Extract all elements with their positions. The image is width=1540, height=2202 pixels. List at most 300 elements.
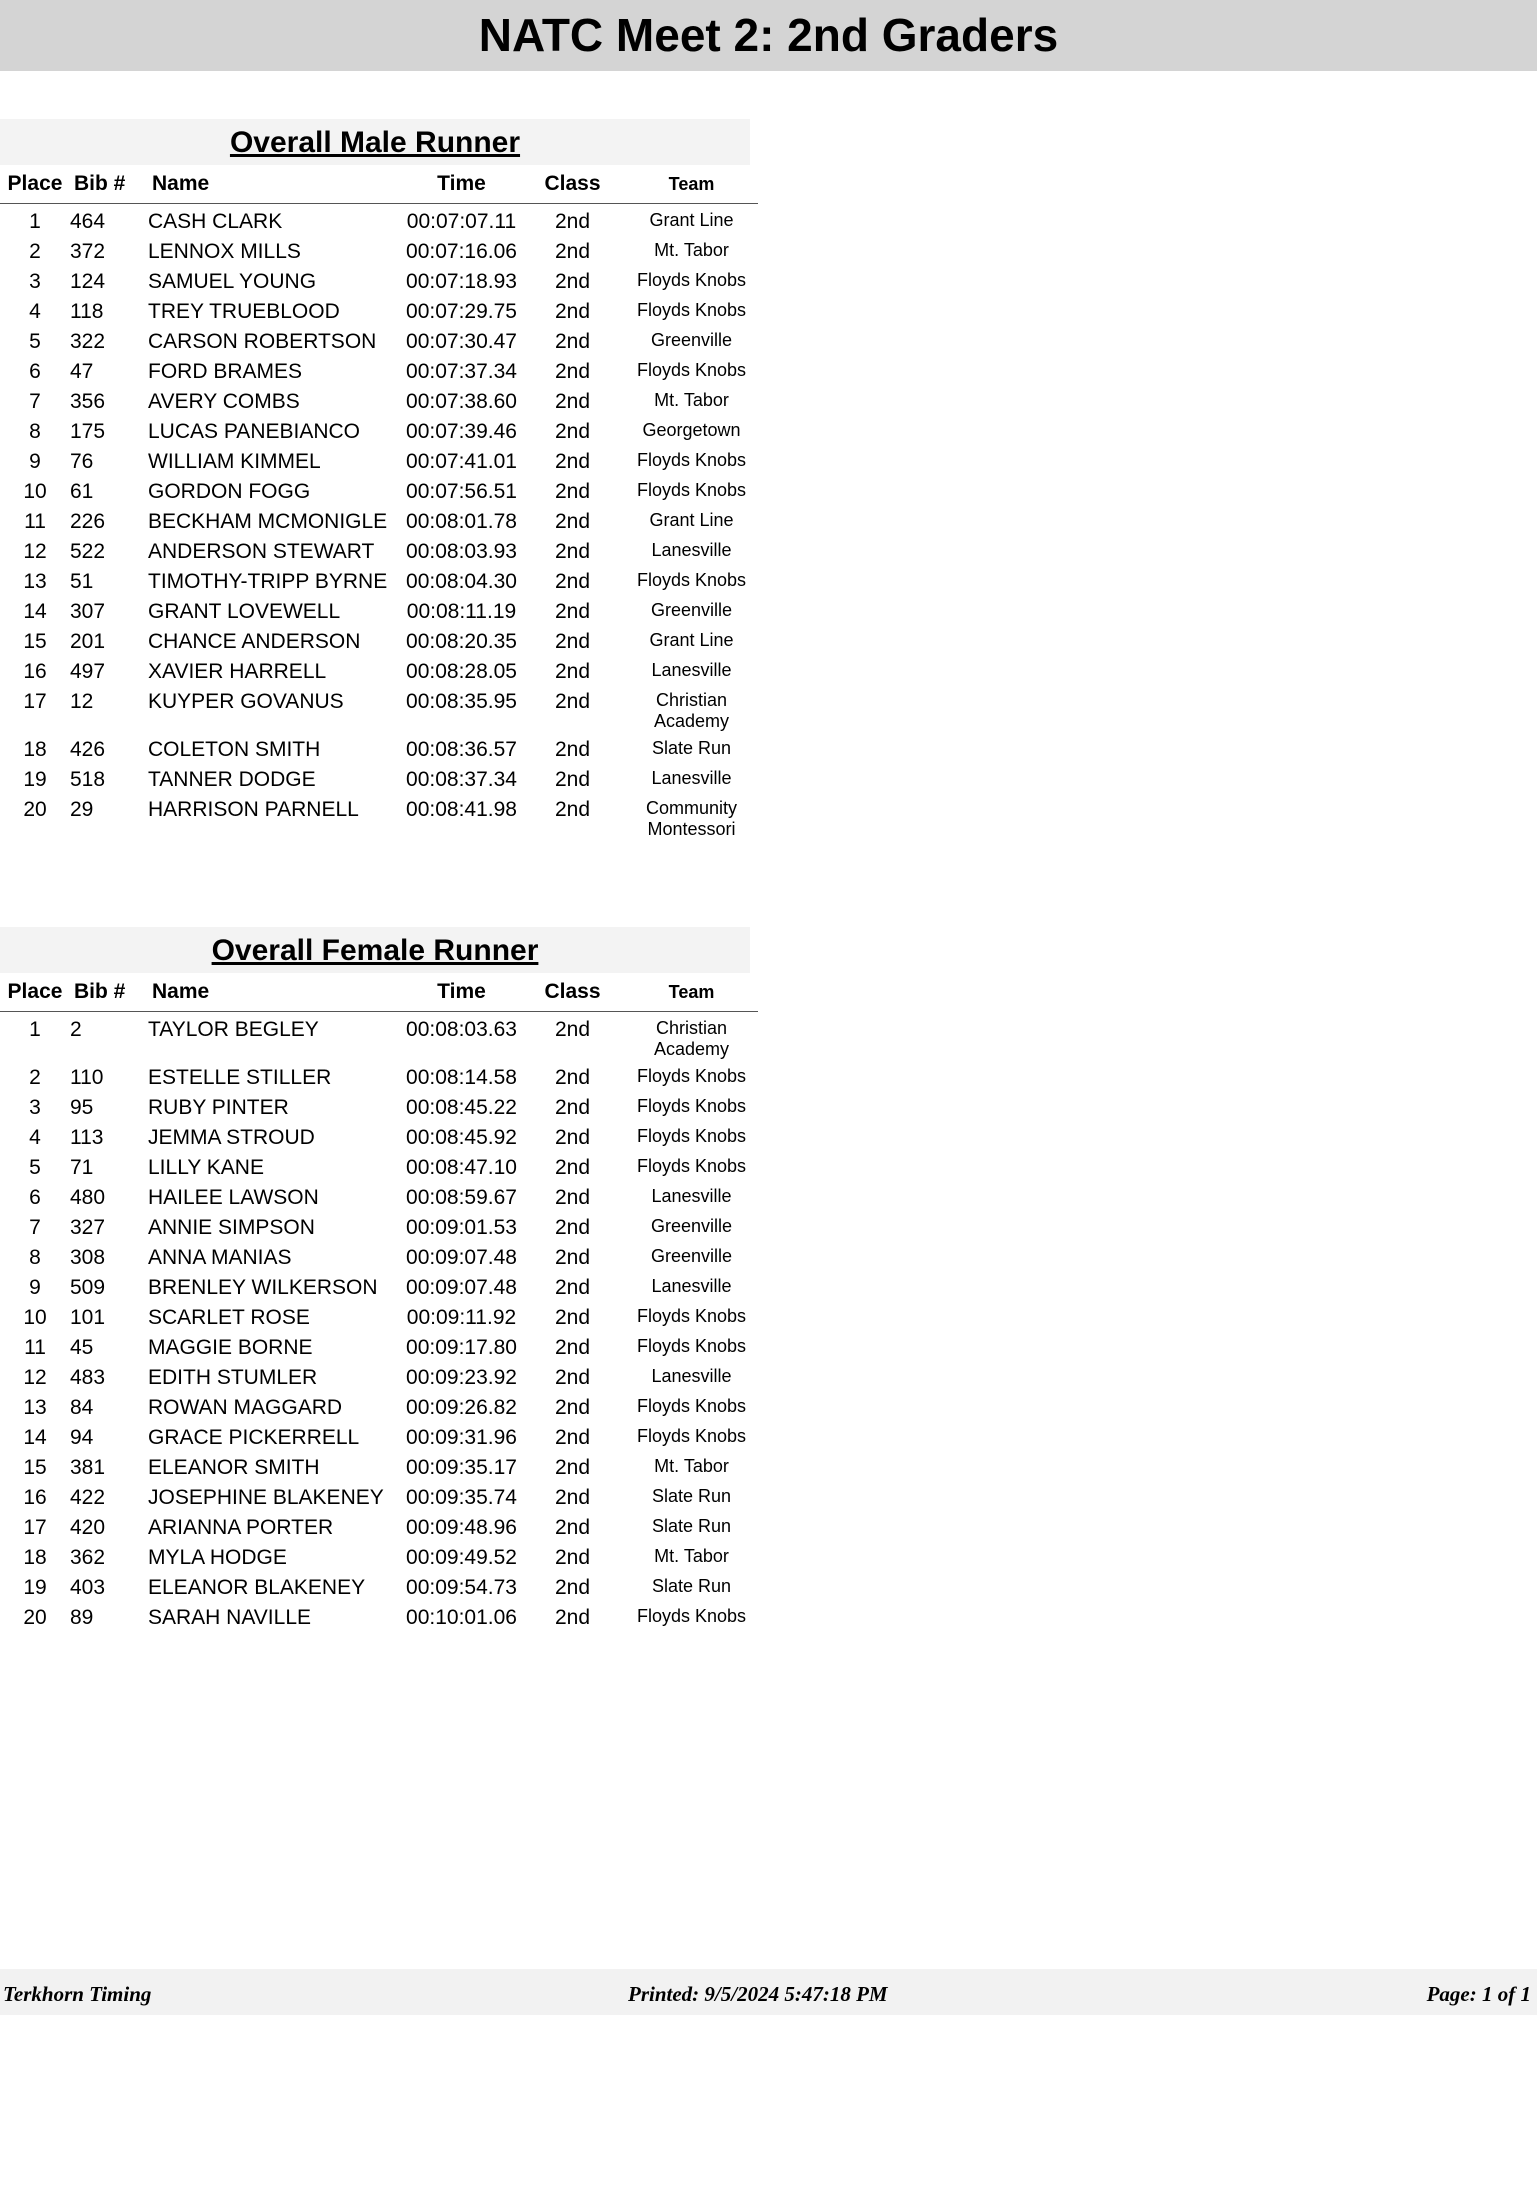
cell-team: Grant Line xyxy=(649,630,734,650)
cell-bib: 426 xyxy=(70,738,106,761)
cell-bib: 118 xyxy=(70,300,104,323)
cell-name: LILLY KANE xyxy=(148,1156,264,1179)
cell-name: WILLIAM KIMMEL xyxy=(148,450,321,473)
table-row xyxy=(0,1576,758,1606)
cell-time: 00:08:03.63 xyxy=(406,1018,517,1041)
col-header-name: Name xyxy=(152,980,210,1003)
cell-team: Floyds Knobs xyxy=(636,1606,747,1626)
cell-bib: 76 xyxy=(70,450,94,473)
footer-printed-date: Printed: 9/5/2024 5:47:18 PM xyxy=(628,1982,888,2006)
cell-time: 00:09:54.73 xyxy=(406,1576,517,1599)
cell-class: 2nd xyxy=(554,390,591,413)
cell-place: 5 xyxy=(29,1156,41,1179)
cell-team: Grant Line xyxy=(649,210,734,230)
cell-place: 20 xyxy=(23,1606,47,1629)
cell-team: Slate Run xyxy=(651,1486,732,1506)
table-row xyxy=(0,330,758,360)
cell-team: Community Montessori xyxy=(645,798,738,839)
cell-place: 2 xyxy=(29,1066,41,1089)
cell-time: 00:08:28.05 xyxy=(406,660,517,683)
cell-place: 19 xyxy=(23,768,47,791)
cell-class: 2nd xyxy=(554,1018,591,1041)
cell-bib: 464 xyxy=(70,210,106,233)
cell-time: 00:09:49.52 xyxy=(406,1546,517,1569)
cell-bib: 61 xyxy=(70,480,94,503)
cell-name: ESTELLE STILLER xyxy=(148,1066,332,1089)
cell-team: Floyds Knobs xyxy=(636,1066,747,1086)
cell-time: 00:07:38.60 xyxy=(406,390,517,413)
cell-time: 00:08:59.67 xyxy=(406,1186,517,1209)
cell-team: Floyds Knobs xyxy=(636,270,747,290)
cell-name: CHANCE ANDERSON xyxy=(148,630,361,653)
cell-name: SAMUEL YOUNG xyxy=(148,270,317,293)
cell-time: 00:08:37.34 xyxy=(406,768,517,791)
cell-class: 2nd xyxy=(554,420,591,443)
cell-time: 00:07:41.01 xyxy=(406,450,517,473)
cell-class: 2nd xyxy=(554,1606,591,1629)
cell-place: 6 xyxy=(29,1186,41,1209)
cell-team: Floyds Knobs xyxy=(636,1156,747,1176)
cell-name: LUCAS PANEBIANCO xyxy=(148,420,360,443)
cell-class: 2nd xyxy=(554,450,591,473)
cell-time: 00:09:11.92 xyxy=(406,1306,517,1329)
cell-name: JOSEPHINE BLAKENEY xyxy=(148,1486,384,1509)
cell-class: 2nd xyxy=(554,210,591,233)
cell-time: 00:07:37.34 xyxy=(406,360,517,383)
cell-bib: 381 xyxy=(70,1456,106,1479)
cell-place: 6 xyxy=(29,360,41,383)
cell-place: 12 xyxy=(23,540,47,563)
cell-time: 00:07:07.11 xyxy=(406,210,517,233)
cell-time: 00:08:36.57 xyxy=(406,738,517,761)
table-row xyxy=(0,420,758,450)
cell-time: 00:08:45.22 xyxy=(406,1096,517,1119)
cell-class: 2nd xyxy=(554,1276,591,1299)
table-row xyxy=(0,690,758,738)
cell-time: 00:09:07.48 xyxy=(406,1246,517,1269)
female-results-section xyxy=(0,927,750,1636)
table-header-row xyxy=(0,973,758,1012)
table-row xyxy=(0,660,758,690)
col-header-team: Team xyxy=(668,981,715,1002)
cell-class: 2nd xyxy=(554,240,591,263)
cell-name: GORDON FOGG xyxy=(148,480,311,503)
cell-name: ANDERSON STEWART xyxy=(148,540,375,563)
table-row xyxy=(0,1336,758,1366)
cell-name: ELEANOR SMITH xyxy=(148,1456,320,1479)
cell-bib: 29 xyxy=(70,798,94,821)
cell-place: 14 xyxy=(23,600,47,623)
cell-team: Greenville xyxy=(650,1216,733,1236)
cell-time: 00:07:30.47 xyxy=(406,330,517,353)
table-row xyxy=(0,240,758,270)
cell-class: 2nd xyxy=(554,1126,591,1149)
cell-time: 00:08:41.98 xyxy=(406,798,517,821)
cell-name: BECKHAM MCMONIGLE xyxy=(148,510,388,533)
male-results-section xyxy=(0,119,750,846)
cell-name: KUYPER GOVANUS xyxy=(148,690,344,713)
cell-name: MAGGIE BORNE xyxy=(148,1336,313,1359)
cell-place: 20 xyxy=(23,798,47,821)
cell-time: 00:09:23.92 xyxy=(406,1366,517,1389)
cell-team: Slate Run xyxy=(651,738,732,758)
cell-name: ANNIE SIMPSON xyxy=(148,1216,315,1239)
table-row xyxy=(0,1426,758,1456)
cell-name: LENNOX MILLS xyxy=(148,240,301,263)
table-row xyxy=(0,1276,758,1306)
table-row xyxy=(0,390,758,420)
cell-name: JEMMA STROUD xyxy=(148,1126,315,1149)
table-row xyxy=(0,1606,758,1636)
cell-time: 00:09:48.96 xyxy=(406,1516,517,1539)
table-row xyxy=(0,768,758,798)
cell-bib: 403 xyxy=(70,1576,106,1599)
cell-bib: 308 xyxy=(70,1246,106,1269)
table-row xyxy=(0,1456,758,1486)
cell-time: 00:09:35.17 xyxy=(406,1456,517,1479)
cell-team: Floyds Knobs xyxy=(636,360,747,380)
cell-name: TAYLOR BEGLEY xyxy=(148,1018,319,1041)
cell-name: RUBY PINTER xyxy=(148,1096,289,1119)
table-row xyxy=(0,570,758,600)
cell-place: 14 xyxy=(23,1426,47,1449)
cell-team: Slate Run xyxy=(651,1576,732,1596)
cell-time: 00:09:07.48 xyxy=(406,1276,517,1299)
cell-bib: 372 xyxy=(70,240,106,263)
cell-team: Floyds Knobs xyxy=(636,450,747,470)
results-table xyxy=(0,165,758,846)
cell-team: Greenville xyxy=(650,1246,733,1266)
cell-class: 2nd xyxy=(554,738,591,761)
cell-bib: 497 xyxy=(70,660,106,683)
col-header-class: Class xyxy=(544,172,601,195)
cell-name: AVERY COMBS xyxy=(148,390,300,413)
table-row xyxy=(0,1012,758,1067)
table-row xyxy=(0,1186,758,1216)
table-row xyxy=(0,1486,758,1516)
cell-name: ANNA MANIAS xyxy=(148,1246,292,1269)
cell-class: 2nd xyxy=(554,360,591,383)
cell-class: 2nd xyxy=(554,1516,591,1539)
cell-name: ROWAN MAGGARD xyxy=(148,1396,343,1419)
cell-team: Lanesville xyxy=(651,1366,732,1386)
cell-place: 1 xyxy=(29,1018,41,1041)
cell-name: GRANT LOVEWELL xyxy=(148,600,341,623)
cell-bib: 483 xyxy=(70,1366,106,1389)
cell-team: Mt. Tabor xyxy=(654,1546,729,1566)
cell-place: 8 xyxy=(29,420,41,443)
cell-class: 2nd xyxy=(554,1456,591,1479)
cell-name: HARRISON PARNELL xyxy=(148,798,359,821)
cell-bib: 47 xyxy=(70,360,94,383)
cell-team: Mt. Tabor xyxy=(654,240,729,260)
cell-bib: 518 xyxy=(70,768,106,791)
cell-place: 17 xyxy=(23,690,47,713)
table-row xyxy=(0,480,758,510)
cell-bib: 45 xyxy=(70,1336,94,1359)
cell-bib: 362 xyxy=(70,1546,106,1569)
col-header-bib: Bib # xyxy=(74,172,126,195)
cell-time: 00:08:11.19 xyxy=(406,600,517,623)
cell-bib: 322 xyxy=(70,330,106,353)
cell-name: ARIANNA PORTER xyxy=(148,1516,334,1539)
cell-team: Lanesville xyxy=(651,1186,732,1206)
cell-place: 8 xyxy=(29,1246,41,1269)
cell-name: TREY TRUEBLOOD xyxy=(148,300,340,323)
cell-time: 00:07:18.93 xyxy=(406,270,517,293)
cell-place: 3 xyxy=(29,1096,41,1119)
cell-place: 16 xyxy=(23,1486,47,1509)
results-body xyxy=(0,204,758,847)
cell-name: TIMOTHY-TRIPP BYRNE xyxy=(148,570,388,593)
table-row xyxy=(0,798,758,846)
cell-name: CARSON ROBERTSON xyxy=(148,330,377,353)
cell-place: 4 xyxy=(29,300,41,323)
table-row xyxy=(0,1396,758,1426)
cell-team: Christian Academy xyxy=(653,1018,730,1059)
cell-class: 2nd xyxy=(554,1066,591,1089)
cell-name: GRACE PICKERRELL xyxy=(148,1426,360,1449)
cell-place: 9 xyxy=(29,1276,41,1299)
cell-place: 13 xyxy=(23,1396,47,1419)
cell-place: 19 xyxy=(23,1576,47,1599)
cell-team: Slate Run xyxy=(651,1516,732,1536)
cell-name: TANNER DODGE xyxy=(148,768,316,791)
section-heading: Overall Female Runner xyxy=(0,927,750,973)
table-row xyxy=(0,540,758,570)
cell-time: 00:08:47.10 xyxy=(406,1156,517,1179)
cell-time: 00:07:16.06 xyxy=(406,240,517,263)
cell-class: 2nd xyxy=(554,1546,591,1569)
cell-name: SARAH NAVILLE xyxy=(148,1606,312,1629)
cell-team: Floyds Knobs xyxy=(636,570,747,590)
page-title: NATC Meet 2: 2nd Graders xyxy=(0,0,1537,71)
cell-team: Floyds Knobs xyxy=(636,480,747,500)
cell-bib: 113 xyxy=(70,1126,104,1149)
cell-bib: 89 xyxy=(70,1606,94,1629)
cell-team: Floyds Knobs xyxy=(636,1336,747,1356)
cell-bib: 84 xyxy=(70,1396,94,1419)
cell-name: FORD BRAMES xyxy=(148,360,303,383)
table-row xyxy=(0,510,758,540)
table-header-row xyxy=(0,165,758,204)
cell-time: 00:09:26.82 xyxy=(406,1396,517,1419)
cell-bib: 94 xyxy=(70,1426,94,1449)
cell-place: 11 xyxy=(24,1336,46,1359)
cell-class: 2nd xyxy=(554,1396,591,1419)
cell-time: 00:07:39.46 xyxy=(406,420,517,443)
cell-bib: 110 xyxy=(70,1066,104,1089)
cell-place: 1 xyxy=(29,210,41,233)
results-body xyxy=(0,1012,758,1637)
col-header-time: Time xyxy=(437,980,486,1003)
footer-company: Terkhorn Timing xyxy=(3,1982,152,2006)
cell-time: 00:09:17.80 xyxy=(406,1336,517,1359)
cell-team: Christian Academy xyxy=(653,690,730,731)
cell-time: 00:08:45.92 xyxy=(406,1126,517,1149)
cell-team: Floyds Knobs xyxy=(636,300,747,320)
cell-team: Floyds Knobs xyxy=(636,1396,747,1416)
table-row xyxy=(0,1516,758,1546)
cell-bib: 175 xyxy=(70,420,106,443)
cell-name: BRENLEY WILKERSON xyxy=(148,1276,378,1299)
table-row xyxy=(0,738,758,768)
cell-bib: 201 xyxy=(70,630,106,653)
cell-class: 2nd xyxy=(554,1186,591,1209)
table-row xyxy=(0,1126,758,1156)
section-heading: Overall Male Runner xyxy=(0,119,750,165)
cell-time: 00:09:01.53 xyxy=(406,1216,517,1239)
table-row xyxy=(0,1216,758,1246)
cell-place: 5 xyxy=(29,330,41,353)
cell-team: Floyds Knobs xyxy=(636,1096,747,1116)
cell-time: 00:10:01.06 xyxy=(406,1606,517,1629)
table-row xyxy=(0,1546,758,1576)
cell-place: 18 xyxy=(23,1546,47,1569)
cell-bib: 71 xyxy=(70,1156,94,1179)
cell-team: Floyds Knobs xyxy=(636,1306,747,1326)
cell-place: 16 xyxy=(23,660,47,683)
cell-class: 2nd xyxy=(554,690,591,713)
cell-name: CASH CLARK xyxy=(148,210,283,233)
page-footer xyxy=(0,1969,1537,2015)
cell-team: Lanesville xyxy=(651,660,732,680)
cell-name: EDITH STUMLER xyxy=(148,1366,318,1389)
table-row xyxy=(0,1156,758,1186)
cell-place: 17 xyxy=(23,1516,47,1539)
cell-class: 2nd xyxy=(554,1366,591,1389)
cell-name: COLETON SMITH xyxy=(148,738,321,761)
cell-place: 7 xyxy=(29,390,41,413)
cell-team: Greenville xyxy=(650,330,733,350)
table-row xyxy=(0,300,758,330)
col-header-place: Place xyxy=(7,172,63,195)
cell-team: Mt. Tabor xyxy=(654,390,729,410)
cell-place: 15 xyxy=(23,1456,47,1479)
cell-class: 2nd xyxy=(554,300,591,323)
table-row xyxy=(0,270,758,300)
cell-class: 2nd xyxy=(554,1096,591,1119)
cell-class: 2nd xyxy=(554,330,591,353)
col-header-bib: Bib # xyxy=(74,980,126,1003)
footer-page-number: Page: 1 of 1 xyxy=(1426,1982,1531,2006)
cell-name: XAVIER HARRELL xyxy=(148,660,327,683)
cell-place: 3 xyxy=(29,270,41,293)
cell-class: 2nd xyxy=(554,630,591,653)
cell-name: ELEANOR BLAKENEY xyxy=(148,1576,366,1599)
col-header-class: Class xyxy=(544,980,601,1003)
table-row xyxy=(0,630,758,660)
cell-bib: 327 xyxy=(70,1216,106,1239)
cell-time: 00:07:29.75 xyxy=(406,300,517,323)
cell-bib: 307 xyxy=(70,600,106,623)
cell-bib: 522 xyxy=(70,540,106,563)
cell-class: 2nd xyxy=(554,1576,591,1599)
cell-time: 00:08:35.95 xyxy=(406,690,517,713)
cell-place: 12 xyxy=(23,1366,47,1389)
cell-time: 00:08:14.58 xyxy=(406,1066,517,1089)
cell-bib: 356 xyxy=(70,390,106,413)
cell-class: 2nd xyxy=(554,480,591,503)
cell-class: 2nd xyxy=(554,798,591,821)
table-row xyxy=(0,1246,758,1276)
cell-place: 15 xyxy=(23,630,47,653)
cell-place: 11 xyxy=(24,510,46,533)
cell-team: Lanesville xyxy=(651,768,732,788)
cell-team: Lanesville xyxy=(651,1276,732,1296)
col-header-name: Name xyxy=(152,172,210,195)
cell-place: 7 xyxy=(29,1216,41,1239)
cell-name: HAILEE LAWSON xyxy=(148,1186,319,1209)
cell-class: 2nd xyxy=(554,510,591,533)
cell-place: 18 xyxy=(23,738,47,761)
cell-time: 00:08:03.93 xyxy=(406,540,517,563)
cell-team: Georgetown xyxy=(642,420,741,440)
cell-bib: 480 xyxy=(70,1186,106,1209)
results-table xyxy=(0,973,758,1636)
cell-class: 2nd xyxy=(554,660,591,683)
table-row xyxy=(0,600,758,630)
cell-team: Grant Line xyxy=(649,510,734,530)
table-row xyxy=(0,450,758,480)
table-row xyxy=(0,204,758,241)
cell-class: 2nd xyxy=(554,540,591,563)
cell-time: 00:09:31.96 xyxy=(406,1426,517,1449)
cell-bib: 420 xyxy=(70,1516,106,1539)
cell-bib: 509 xyxy=(70,1276,106,1299)
cell-time: 00:08:01.78 xyxy=(406,510,517,533)
cell-bib: 101 xyxy=(70,1306,106,1329)
cell-class: 2nd xyxy=(554,768,591,791)
col-header-team: Team xyxy=(668,173,715,194)
table-row xyxy=(0,1096,758,1126)
table-row xyxy=(0,360,758,390)
cell-team: Floyds Knobs xyxy=(636,1126,747,1146)
cell-time: 00:07:56.51 xyxy=(406,480,517,503)
cell-class: 2nd xyxy=(554,1336,591,1359)
cell-name: SCARLET ROSE xyxy=(148,1306,310,1329)
cell-team: Lanesville xyxy=(651,540,732,560)
cell-place: 2 xyxy=(29,240,41,263)
cell-team: Greenville xyxy=(650,600,733,620)
col-header-time: Time xyxy=(437,172,486,195)
table-row xyxy=(0,1066,758,1096)
cell-place: 4 xyxy=(29,1126,41,1149)
cell-bib: 51 xyxy=(70,570,94,593)
cell-class: 2nd xyxy=(554,570,591,593)
cell-class: 2nd xyxy=(554,1486,591,1509)
cell-place: 10 xyxy=(23,1306,47,1329)
col-header-place: Place xyxy=(7,980,63,1003)
cell-place: 10 xyxy=(23,480,47,503)
cell-time: 00:08:04.30 xyxy=(406,570,517,593)
table-row xyxy=(0,1366,758,1396)
cell-place: 13 xyxy=(23,570,47,593)
cell-bib: 12 xyxy=(70,690,94,713)
cell-bib: 422 xyxy=(70,1486,106,1509)
cell-bib: 124 xyxy=(70,270,106,293)
cell-team: Mt. Tabor xyxy=(654,1456,729,1476)
cell-bib: 95 xyxy=(70,1096,94,1119)
cell-class: 2nd xyxy=(554,1246,591,1269)
cell-place: 9 xyxy=(29,450,41,473)
cell-name: MYLA HODGE xyxy=(148,1546,287,1569)
cell-class: 2nd xyxy=(554,270,591,293)
cell-bib: 226 xyxy=(70,510,106,533)
cell-class: 2nd xyxy=(554,1426,591,1449)
cell-time: 00:08:20.35 xyxy=(406,630,517,653)
cell-class: 2nd xyxy=(554,1306,591,1329)
